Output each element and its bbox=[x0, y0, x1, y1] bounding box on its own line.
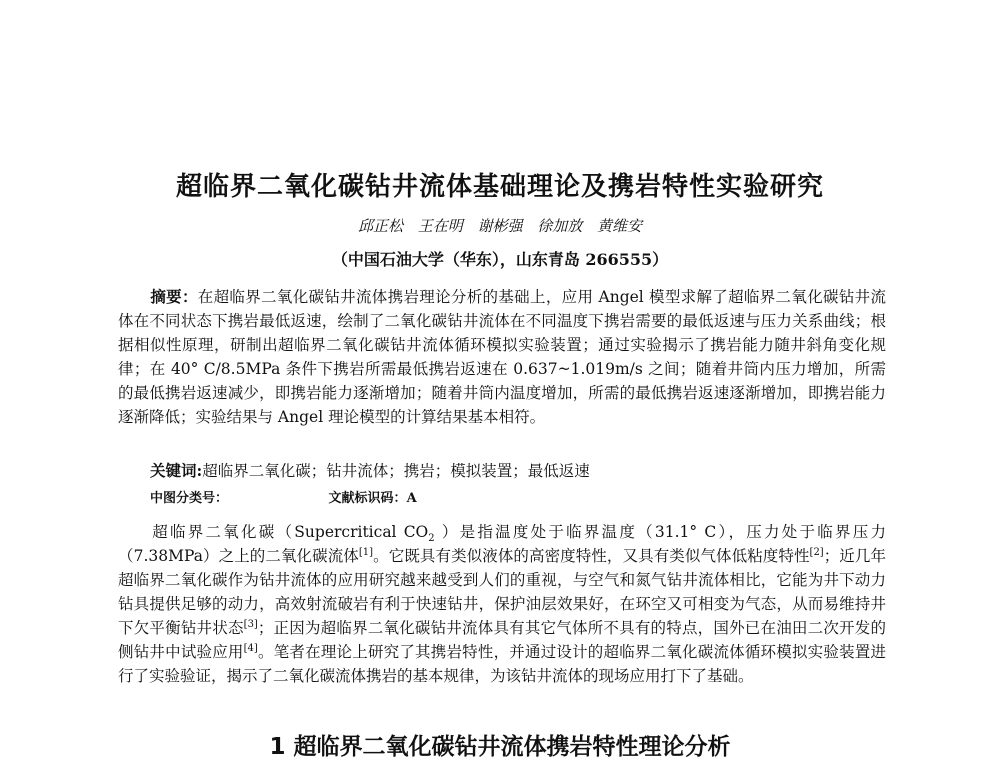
keywords-label: 关键词: bbox=[150, 461, 203, 480]
citation-4[interactable]: [4] bbox=[243, 642, 258, 654]
citation-2[interactable]: [2] bbox=[809, 546, 824, 558]
author-list: 邱正松 王在明 谢彬强 徐加放 黄维安 bbox=[357, 217, 643, 235]
section-heading: 1 超临界二氧化碳钻井流体携岩特性理论分析 bbox=[269, 734, 731, 760]
intro-paragraph bbox=[118, 520, 886, 688]
abstract bbox=[118, 285, 886, 429]
body-text-3: 。它既具有类似液体的高密度特性，又具有类似气体低粘度特性 bbox=[373, 547, 810, 565]
citation-1[interactable]: [1] bbox=[358, 546, 374, 558]
abstract-label: 摘要： bbox=[150, 287, 198, 306]
doc-code: A bbox=[406, 491, 417, 506]
keywords bbox=[118, 459, 886, 483]
body-text-1: 超临界二氧化碳（Supercritical CO bbox=[150, 523, 429, 541]
keywords-text: 超临界二氧化碳；钻井流体；携岩；模拟装置；最低返速 bbox=[202, 462, 590, 480]
citation-3[interactable]: [3] bbox=[243, 618, 258, 630]
clc-label: 中图分类号： bbox=[150, 491, 229, 506]
body-text-5: ；正因为超临界二氧化碳钻井流体具有其它气体所不具有的特点，国外已在油田二次开发的侧钻井中试验应用 bbox=[118, 619, 886, 661]
classification-line bbox=[150, 487, 417, 506]
body-text-6: 。笔者在理论上研究了其携岩特性，并通过设计的超临界二氧化碳流体循环模拟实验装置进行了实验验证，揭示了二氧化碳流体携岩的基本规律，为该钻井流体的现场应用打下了基础。 bbox=[118, 643, 886, 685]
abstract-text: 在超临界二氧化碳钻井流体携岩理论分析的基础上，应用 Angel 模型求解了超临界二氧化碳钻井流体在不同状态下携岩最低返速，绘制了二氧化碳钻井流体在不同温度下携岩需要的最低返速与压力关系曲线；根据相似性原理，研制出超临界二氧化碳钻井流体循环模拟实验装置；通过实验揭示了携岩能力随井斜角变化规律；在 40° C/8.5MPa 条件下携岩所需最低携岩返速在 0.637~1.019m/s 之间；随着井筒内压力增加，所需的最低携岩返速减少，即携岩能力逐渐增加；随着井筒内温度增加，所需的最低携岩返速逐渐增加，即携岩能力逐渐降低；实验结果与 Angel 理论模型的计算结果基本相符。 bbox=[118, 288, 886, 426]
affiliation: （中国石油大学（华东），山东青岛 266555） bbox=[331, 250, 669, 269]
co2-subscript: 2 bbox=[428, 533, 435, 545]
body-text-2: ）是指温度处于临界温度（31.1° C），压力处于临界压力（7.38MPa）之上的二氧化碳流体 bbox=[118, 523, 886, 565]
paper-title: 超临界二氧化碳钻井流体基础理论及携岩特性实验研究 bbox=[175, 172, 824, 202]
body-text-4: ；近几年超临界二氧化碳作为钻井流体的应用研究越来越受到人们的重视，与空气和氮气钻井流体相比，它能为井下动力钻具提供足够的动力，高效射流破岩有利于快速钻井，保护油层效果好，在环空又可相变为气态，从而易维持井下欠平衡钻井状态 bbox=[118, 547, 886, 637]
doc-code-label: 文献标识码： bbox=[328, 491, 407, 506]
